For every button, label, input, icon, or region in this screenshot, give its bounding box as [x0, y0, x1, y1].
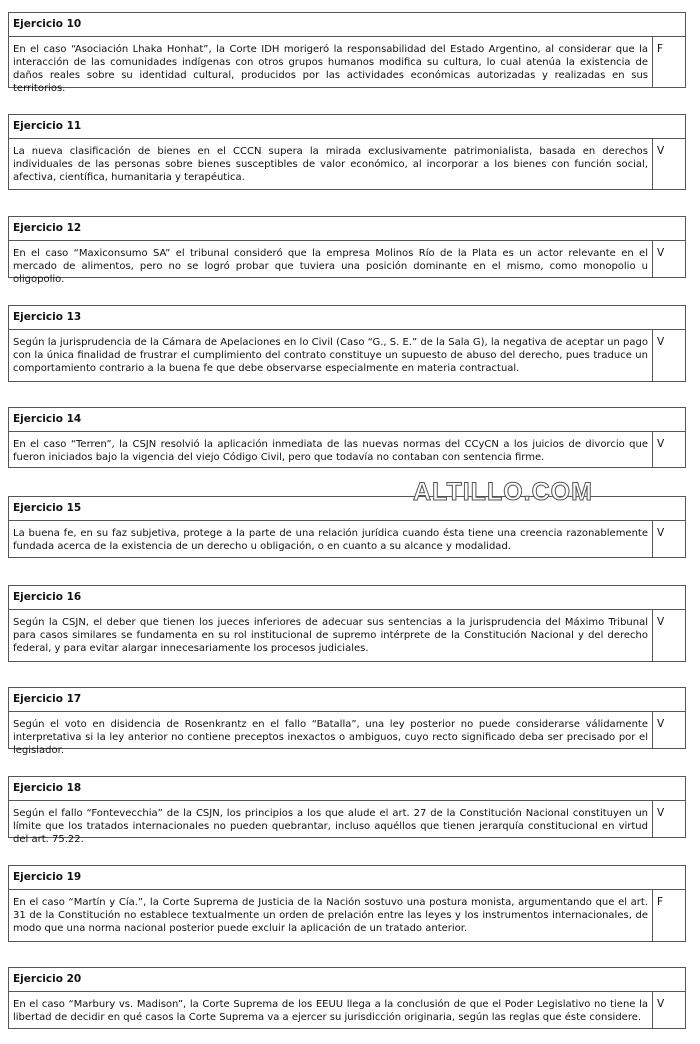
exercise-statement: En el caso “Marbury vs. Madison”, la Corte Suprema de los EEUU llega a la conclusión de que el Poder Legislativo no tiene la libertad de decidir en qué casos la Corte Suprema va a ejercer su jurisdicción originaria, según las reglas que éste considere. — [9, 992, 653, 1028]
exercise-answer: V — [657, 247, 665, 259]
exercise-title: Ejercicio 11 — [9, 115, 685, 139]
exercise-block — [8, 216, 686, 285]
exercise-answer: F — [657, 896, 664, 908]
exercise-block — [8, 865, 686, 942]
exercise-answer: V — [657, 438, 665, 450]
exercise-title: Ejercicio 16 — [9, 586, 685, 610]
exercise-statement: En el caso “Maxiconsumo SA” el tribunal consideró que la empresa Molinos Río de la Plata es un actor relevante en el mercado de alimentos, pero no se logró probar que tuviera una posición dominante en el mismo, como monopolio u oligopolio. — [9, 241, 653, 277]
exercise-block — [8, 114, 686, 190]
exercise-block — [8, 687, 686, 756]
exercise-answer: V — [657, 807, 665, 819]
exercise-title: Ejercicio 17 — [9, 688, 685, 712]
exercise-answer: V — [657, 336, 665, 348]
exercise-statement: Según la jurisprudencia de la Cámara de Apelaciones en lo Civil (Caso “G., S. E.” de la Sala G), la negativa de aceptar un pago con la única finalidad de frustrar el cumplimiento del contrato constituye un supuesto de abuso del derecho, pues traduce un comportamiento contrario a la buena fe que debe observarse especialmente en materia contractual. — [9, 330, 653, 381]
exercise-title: Ejercicio 15 — [9, 497, 685, 521]
exercise-title: Ejercicio 14 — [9, 408, 685, 432]
exercise-answer: V — [657, 145, 665, 157]
exercise-statement: La buena fe, en su faz subjetiva, protege a la parte de una relación jurídica cuando ésta tiene una creencia razonablemente fundada acerca de la existencia de un derecho u obligación, o en cuanto a su alcance y modalidad. — [9, 521, 653, 557]
exercise-statement: Según la CSJN, el deber que tienen los jueces inferiores de adecuar sus sentencias a la jurisprudencia del Máximo Tribunal para casos similares se fundamenta en su rol institucional de supremo intérprete de la Constitución Nacional y del derecho federal, y para evitar alargar innecesariamente los procesos judiciales. — [9, 610, 653, 661]
exercise-block — [8, 305, 686, 382]
exercise-statement: En el caso “Asociación Lhaka Honhat”, la Corte IDH morigeró la responsabilidad del Estado Argentino, al considerar que la interacción de las comunidades indígenas con otros grupos humanos modifica su cultura, lo cual atenúa la existencia de daños reales sobre su identidad cultural, producidos por las actividades económicas autorizadas y realizadas en sus territorios. — [9, 37, 653, 87]
exercise-title: Ejercicio 20 — [9, 968, 685, 992]
exercise-block — [8, 12, 686, 94]
exercise-block — [8, 585, 686, 662]
exercise-answer: V — [657, 718, 665, 730]
exercise-answer: F — [657, 43, 664, 55]
exercise-title: Ejercicio 19 — [9, 866, 685, 890]
exercise-answer: V — [657, 998, 665, 1010]
exercise-title: Ejercicio 10 — [9, 13, 685, 37]
exercise-statement: En el caso “Terren”, la CSJN resolvió la aplicación inmediata de las nuevas normas del CCyCN a los juicios de divorcio que fueron iniciados bajo la vigencia del viejo Código Civil, pero que todavía no contaban con sentencia firme. — [9, 432, 653, 467]
exercise-answer: V — [657, 616, 665, 628]
exercise-statement: Según el voto en disidencia de Rosenkrantz en el fallo “Batalla”, una ley posterior no puede considerarse válidamente interpretativa si la ley anterior no contiene preceptos inexactos o ambiguos, cuyo recto significado deba ser precisado por el legislador. — [9, 712, 653, 748]
exercise-answer: V — [657, 527, 665, 539]
exercise-title: Ejercicio 13 — [9, 306, 685, 330]
exercise-block — [8, 967, 686, 1029]
exercise-statement: En el caso “Martín y Cía.”, la Corte Suprema de Justicia de la Nación sostuvo una postura monista, argumentando que el art. 31 de la Constitución no establece textualmente un orden de prelación entre las leyes y los instrumentos internacionales, de modo que una norma nacional posterior puede excluir la aplicación de un tratado anterior. — [9, 890, 653, 941]
watermark: ALTILLO.COM — [413, 478, 593, 506]
exercise-statement: La nueva clasificación de bienes en el CCCN supera la mirada exclusivamente patrimonialista, basada en derechos individuales de las personas sobre bienes susceptibles de valor económico, al incorporar a los bienes con función social, afectiva, científica, humanitaria y terapéutica. — [9, 139, 653, 189]
exercise-title: Ejercicio 18 — [9, 777, 685, 801]
exercise-block — [8, 407, 686, 468]
exercise-block — [8, 776, 686, 845]
exercise-title: Ejercicio 12 — [9, 217, 685, 241]
exercise-statement: Según el fallo “Fontevecchia” de la CSJN, los principios a los que alude el art. 27 de la Constitución Nacional constituyen un límite que los tratados internacionales no pueden quebrantar, incluso aquéllos que tienen jerarquía constitucional en virtud del art. 75.22. — [9, 801, 653, 837]
